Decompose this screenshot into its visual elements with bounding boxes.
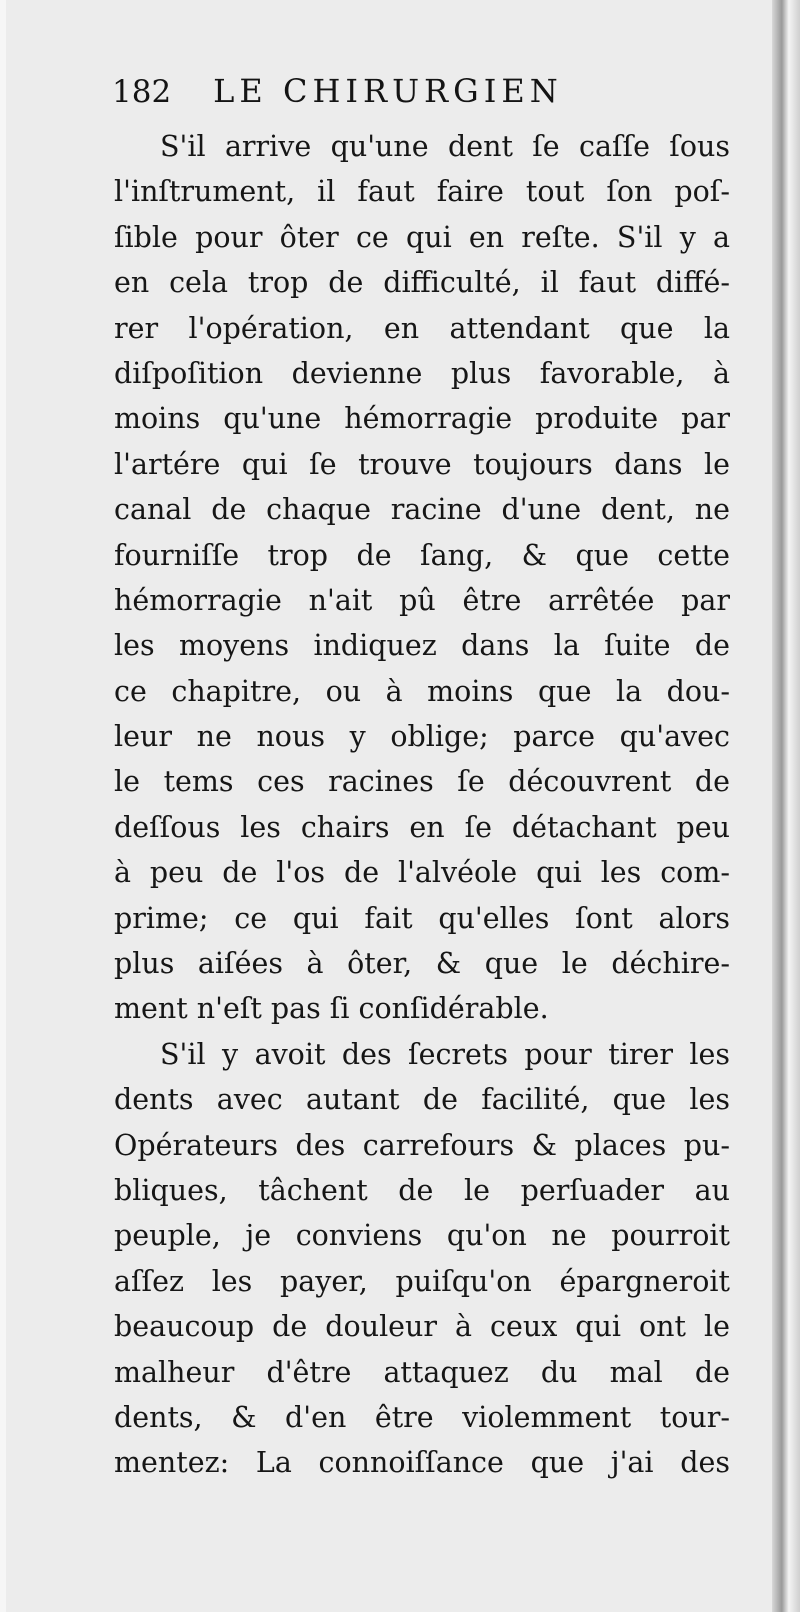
text-line: en cela trop de difficulté, il faut diffé- xyxy=(114,266,730,300)
text-line: moins qu'une hémorragie produite par xyxy=(114,402,730,436)
text-line: aſſez les payer, puiſqu'on épargneroit xyxy=(114,1264,730,1298)
text-line: leur ne nous y oblige; parce qu'avec xyxy=(114,720,730,754)
text-line: fourniſſe trop de ſang, & que cette xyxy=(114,538,730,572)
text-line: deſſous les chairs en ſe détachant peu xyxy=(114,810,730,844)
text-line: ſible pour ôter ce qui en reſte. S'il y a xyxy=(114,220,730,254)
text-line: mentez: La connoiſſance que j'ai des xyxy=(114,1446,730,1480)
text-line: malheur d'être attaquez du mal de xyxy=(114,1355,730,1389)
paragraph-1 xyxy=(114,124,730,1032)
text-line: ment n'eſt pas ſi conſidérable. xyxy=(114,992,549,1026)
text-line: plus aiſées à ôter, & que le déchire- xyxy=(114,947,730,981)
page-header xyxy=(112,72,563,110)
text-line: les moyens indiquez dans la ſuite de xyxy=(114,629,730,663)
text-line: Opérateurs des carrefours & places pu- xyxy=(114,1128,730,1162)
text-line: S'il y avoit des ſecrets pour tirer les xyxy=(160,1037,730,1071)
text-line: dents avec autant de facilité, que les xyxy=(114,1083,730,1117)
text-line: diſpoſition devienne plus favorable, à xyxy=(114,356,730,390)
text-line: le tems ces racines ſe découvrent de xyxy=(114,765,730,799)
text-line: l'inſtrument, il faut faire tout ſon poſ- xyxy=(114,175,730,209)
text-line: rer l'opération, en attendant que la xyxy=(114,311,730,345)
text-line: l'artére qui ſe trouve toujours dans le xyxy=(114,447,730,481)
running-head: LE CHIRURGIEN xyxy=(213,72,563,110)
page-number: 182 xyxy=(112,74,172,110)
text-line: peuple, je conviens qu'on ne pourroit xyxy=(114,1219,730,1253)
text-line: ce chapitre, ou à moins que la dou- xyxy=(114,674,730,708)
text-line: S'il arrive qu'une dent ſe caſſe ſous xyxy=(160,130,730,163)
text-line: prime; ce qui fait qu'elles ſont alors xyxy=(114,901,730,935)
text-line: bliques, tâchent de le perſuader au xyxy=(114,1173,730,1207)
paragraph-2 xyxy=(114,1032,730,1486)
text-line: dents, & d'en être violemment tour- xyxy=(114,1400,730,1434)
body-text xyxy=(114,124,730,1486)
text-line: hémorragie n'ait pû être arrêtée par xyxy=(114,583,730,617)
text-line: à peu de l'os de l'alvéole qui les com- xyxy=(114,856,730,890)
text-line: canal de chaque racine d'une dent, ne xyxy=(114,493,730,527)
text-line: beaucoup de douleur à ceux qui ont le xyxy=(114,1310,730,1344)
